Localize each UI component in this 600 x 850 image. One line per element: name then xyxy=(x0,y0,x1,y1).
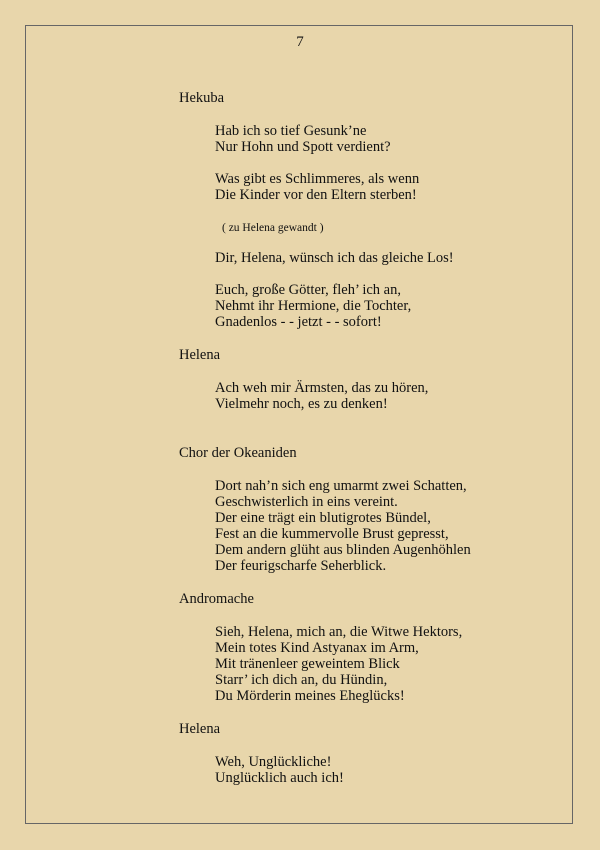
verse-line: Dort nah’n sich eng umarmt zwei Schatten, xyxy=(215,478,467,494)
verse-line: Mein totes Kind Astyanax im Arm, xyxy=(215,640,419,656)
verse-line: Starr’ ich dich an, du Hündin, xyxy=(215,672,388,688)
verse-line: Dir, Helena, wünsch ich das gleiche Los! xyxy=(215,250,454,266)
verse-line: Nehmt ihr Hermione, die Tochter, xyxy=(215,298,412,314)
verse-line: Ach weh mir Ärmsten, das zu hören, xyxy=(215,380,429,396)
speaker-andromache: Andromache xyxy=(179,591,254,607)
verse-line: Was gibt es Schlimmeres, als wenn xyxy=(215,171,420,187)
verse-line: Dem andern glüht aus blinden Augenhöhlen xyxy=(215,542,471,558)
speaker-helena: Helena xyxy=(179,721,221,737)
verse-line: Sieh, Helena, mich an, die Witwe Hektors, xyxy=(215,624,463,640)
verse-line: Gnadenlos - - jetzt - - sofort! xyxy=(215,314,382,330)
stage-direction: ( zu Helena gewandt ) xyxy=(222,222,324,234)
page-number: 7 xyxy=(296,34,304,50)
verse-line: Der eine trägt ein blutigrotes Bündel, xyxy=(215,510,431,526)
verse-line: Hab ich so tief Gesunk’ne xyxy=(215,123,367,139)
speaker-helena: Helena xyxy=(179,347,221,363)
verse-line: Fest an die kummervolle Brust gepresst, xyxy=(215,526,449,542)
verse-line: Die Kinder vor den Eltern sterben! xyxy=(215,187,417,203)
verse-line: Du Mörderin meines Eheglücks! xyxy=(215,688,405,704)
verse-line: Euch, große Götter, fleh’ ich an, xyxy=(215,282,401,298)
verse-line: Vielmehr noch, es zu denken! xyxy=(215,396,388,412)
verse-line: Unglücklich auch ich! xyxy=(215,770,344,786)
verse-line: Nur Hohn und Spott verdient? xyxy=(215,139,391,155)
speaker-chor: Chor der Okeaniden xyxy=(179,445,297,461)
verse-line: Geschwisterlich in eins vereint. xyxy=(215,494,398,510)
verse-line: Mit tränenleer geweintem Blick xyxy=(215,656,400,672)
verse-line: Weh, Unglückliche! xyxy=(215,754,332,770)
speaker-hekuba: Hekuba xyxy=(179,90,225,106)
verse-line: Der feurigscharfe Seherblick. xyxy=(215,558,387,574)
